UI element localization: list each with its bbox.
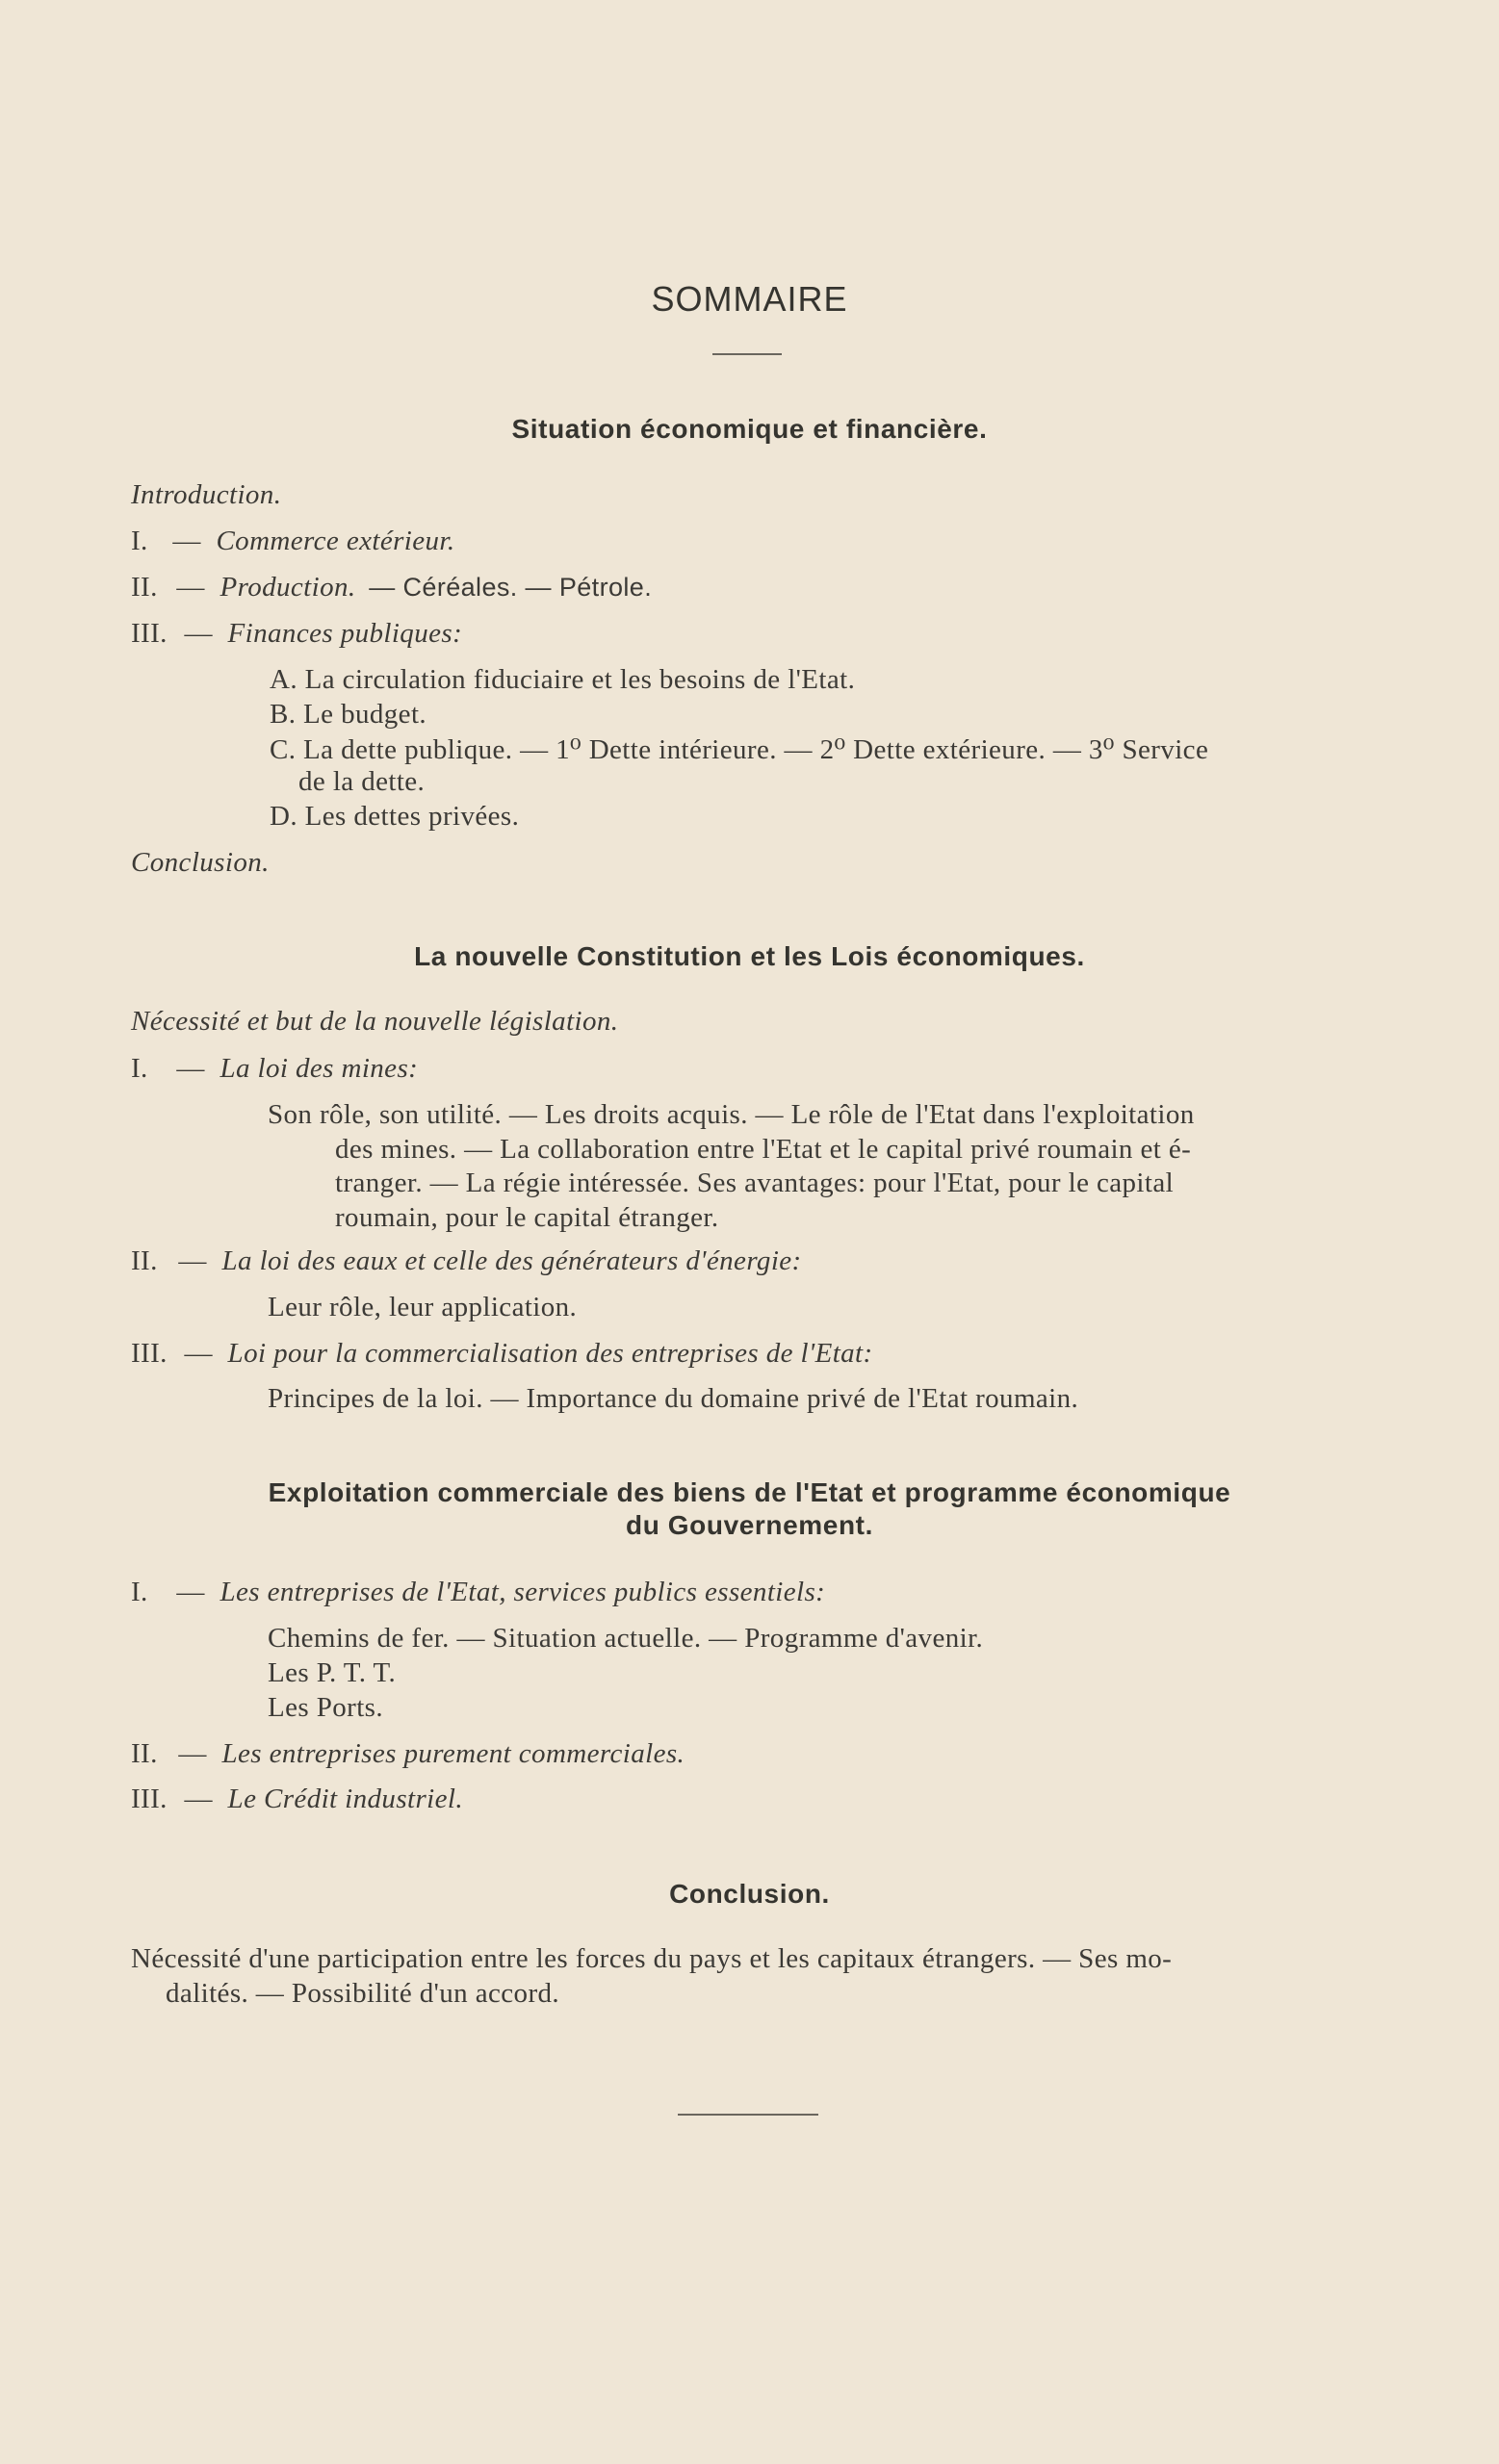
section3-heading-line2: du Gouvernement. xyxy=(626,1510,873,1540)
toc-item xyxy=(131,526,455,557)
item-dash: — xyxy=(184,1338,213,1369)
item-label: La loi des mines: xyxy=(220,1053,419,1084)
subitem-d: D. Les dettes privées. xyxy=(270,801,520,832)
item-number: I. xyxy=(131,526,148,556)
mines-line-2: des mines. — La collaboration entre l'Etat et le capital privé roumain et é- xyxy=(335,1134,1192,1165)
item-number: II. xyxy=(131,1738,158,1769)
item-label: Commerce extérieur. xyxy=(216,526,455,556)
mines-line-1: Son rôle, son utilité. — Les droits acquis. — Le rôle de l'Etat dans l'exploitation xyxy=(268,1099,1195,1130)
conclusion-line-1: Nécessité d'une participation entre les forces du pays et les capitaux étrangers. — Ses mo- xyxy=(131,1943,1173,1974)
section3-heading-line1: Exploitation commerciale des biens de l'Etat et programme économique xyxy=(268,1477,1231,1507)
section2-necessity: Nécessité et but de la nouvelle législation. xyxy=(131,1006,619,1037)
conclusion-heading: Conclusion. xyxy=(669,1879,830,1909)
item-number: II. xyxy=(131,1245,158,1276)
section2-heading: La nouvelle Constitution et les Lois économiques. xyxy=(414,941,1085,971)
item-dash: — xyxy=(178,1245,207,1276)
page-title: SOMMAIRE xyxy=(651,279,848,319)
bottom-rule xyxy=(678,2114,818,2116)
subitem-b: B. Le budget. xyxy=(270,699,427,730)
section1-intro: Introduction. xyxy=(131,479,282,510)
toc-item xyxy=(131,1784,463,1815)
toc-item xyxy=(131,1053,418,1085)
item-number: III. xyxy=(131,1338,168,1369)
item-dash: — xyxy=(176,1053,205,1084)
item-number: I. xyxy=(131,1577,148,1607)
item-label: Les entreprises de l'Etat, services publics essentiels: xyxy=(220,1577,826,1607)
subitem-c-line2: de la dette. xyxy=(298,766,426,797)
item-dash: — xyxy=(176,1577,205,1607)
title-rule xyxy=(712,353,782,355)
item-dash: — xyxy=(178,1738,207,1769)
section1-heading: Situation économique et financière. xyxy=(511,414,988,444)
item-dash: — xyxy=(184,1784,213,1814)
item-number: III. xyxy=(131,618,168,649)
item-label: La loi des eaux et celle des générateurs d'énergie: xyxy=(221,1245,802,1276)
item-label: Les entreprises purement commerciales. xyxy=(221,1738,685,1769)
item1-line-2: Les P. T. T. xyxy=(268,1657,397,1688)
item-number: II. xyxy=(131,572,158,603)
conclusion-line-2: dalités. — Possibilité d'un accord. xyxy=(166,1978,560,2009)
toc-item xyxy=(131,1577,825,1608)
item-label: Finances publiques: xyxy=(227,618,463,649)
subitem-a: A. La circulation fiduciaire et les besoins de l'Etat. xyxy=(270,664,856,695)
toc-item xyxy=(131,1245,802,1277)
item1-line-1: Chemins de fer. — Situation actuelle. — Programme d'avenir. xyxy=(268,1623,984,1654)
item-dash: — xyxy=(172,526,201,556)
item3-text: Principes de la loi. — Importance du domaine privé de l'Etat roumain. xyxy=(268,1383,1079,1414)
toc-item xyxy=(131,1738,685,1770)
item1-line-3: Les Ports. xyxy=(268,1692,383,1723)
item-number: III. xyxy=(131,1784,168,1814)
item-label: Production. xyxy=(220,572,356,603)
item-label: Loi pour la commercialisation des entreprises de l'Etat: xyxy=(227,1338,873,1369)
item-dash: — xyxy=(176,572,205,603)
mines-line-3: tranger. — La régie intéressée. Ses avantages: pour l'Etat, pour le capital xyxy=(335,1168,1175,1198)
toc-item xyxy=(131,618,462,650)
item-rest: — Céréales. — Pétrole. xyxy=(369,573,653,602)
toc-item xyxy=(131,1338,873,1370)
item-label: Le Crédit industriel. xyxy=(227,1784,463,1814)
section1-conclusion: Conclusion. xyxy=(131,847,270,878)
item-dash: — xyxy=(184,618,213,649)
mines-line-4: roumain, pour le capital étranger. xyxy=(335,1202,719,1233)
item2-text: Leur rôle, leur application. xyxy=(268,1292,578,1322)
subitem-c-line1: C. La dette publique. — 1⁰ Dette intérieure. — 2⁰ Dette extérieure. — 3⁰ Service xyxy=(270,734,1209,765)
toc-item xyxy=(131,572,652,603)
item-number: I. xyxy=(131,1053,148,1084)
